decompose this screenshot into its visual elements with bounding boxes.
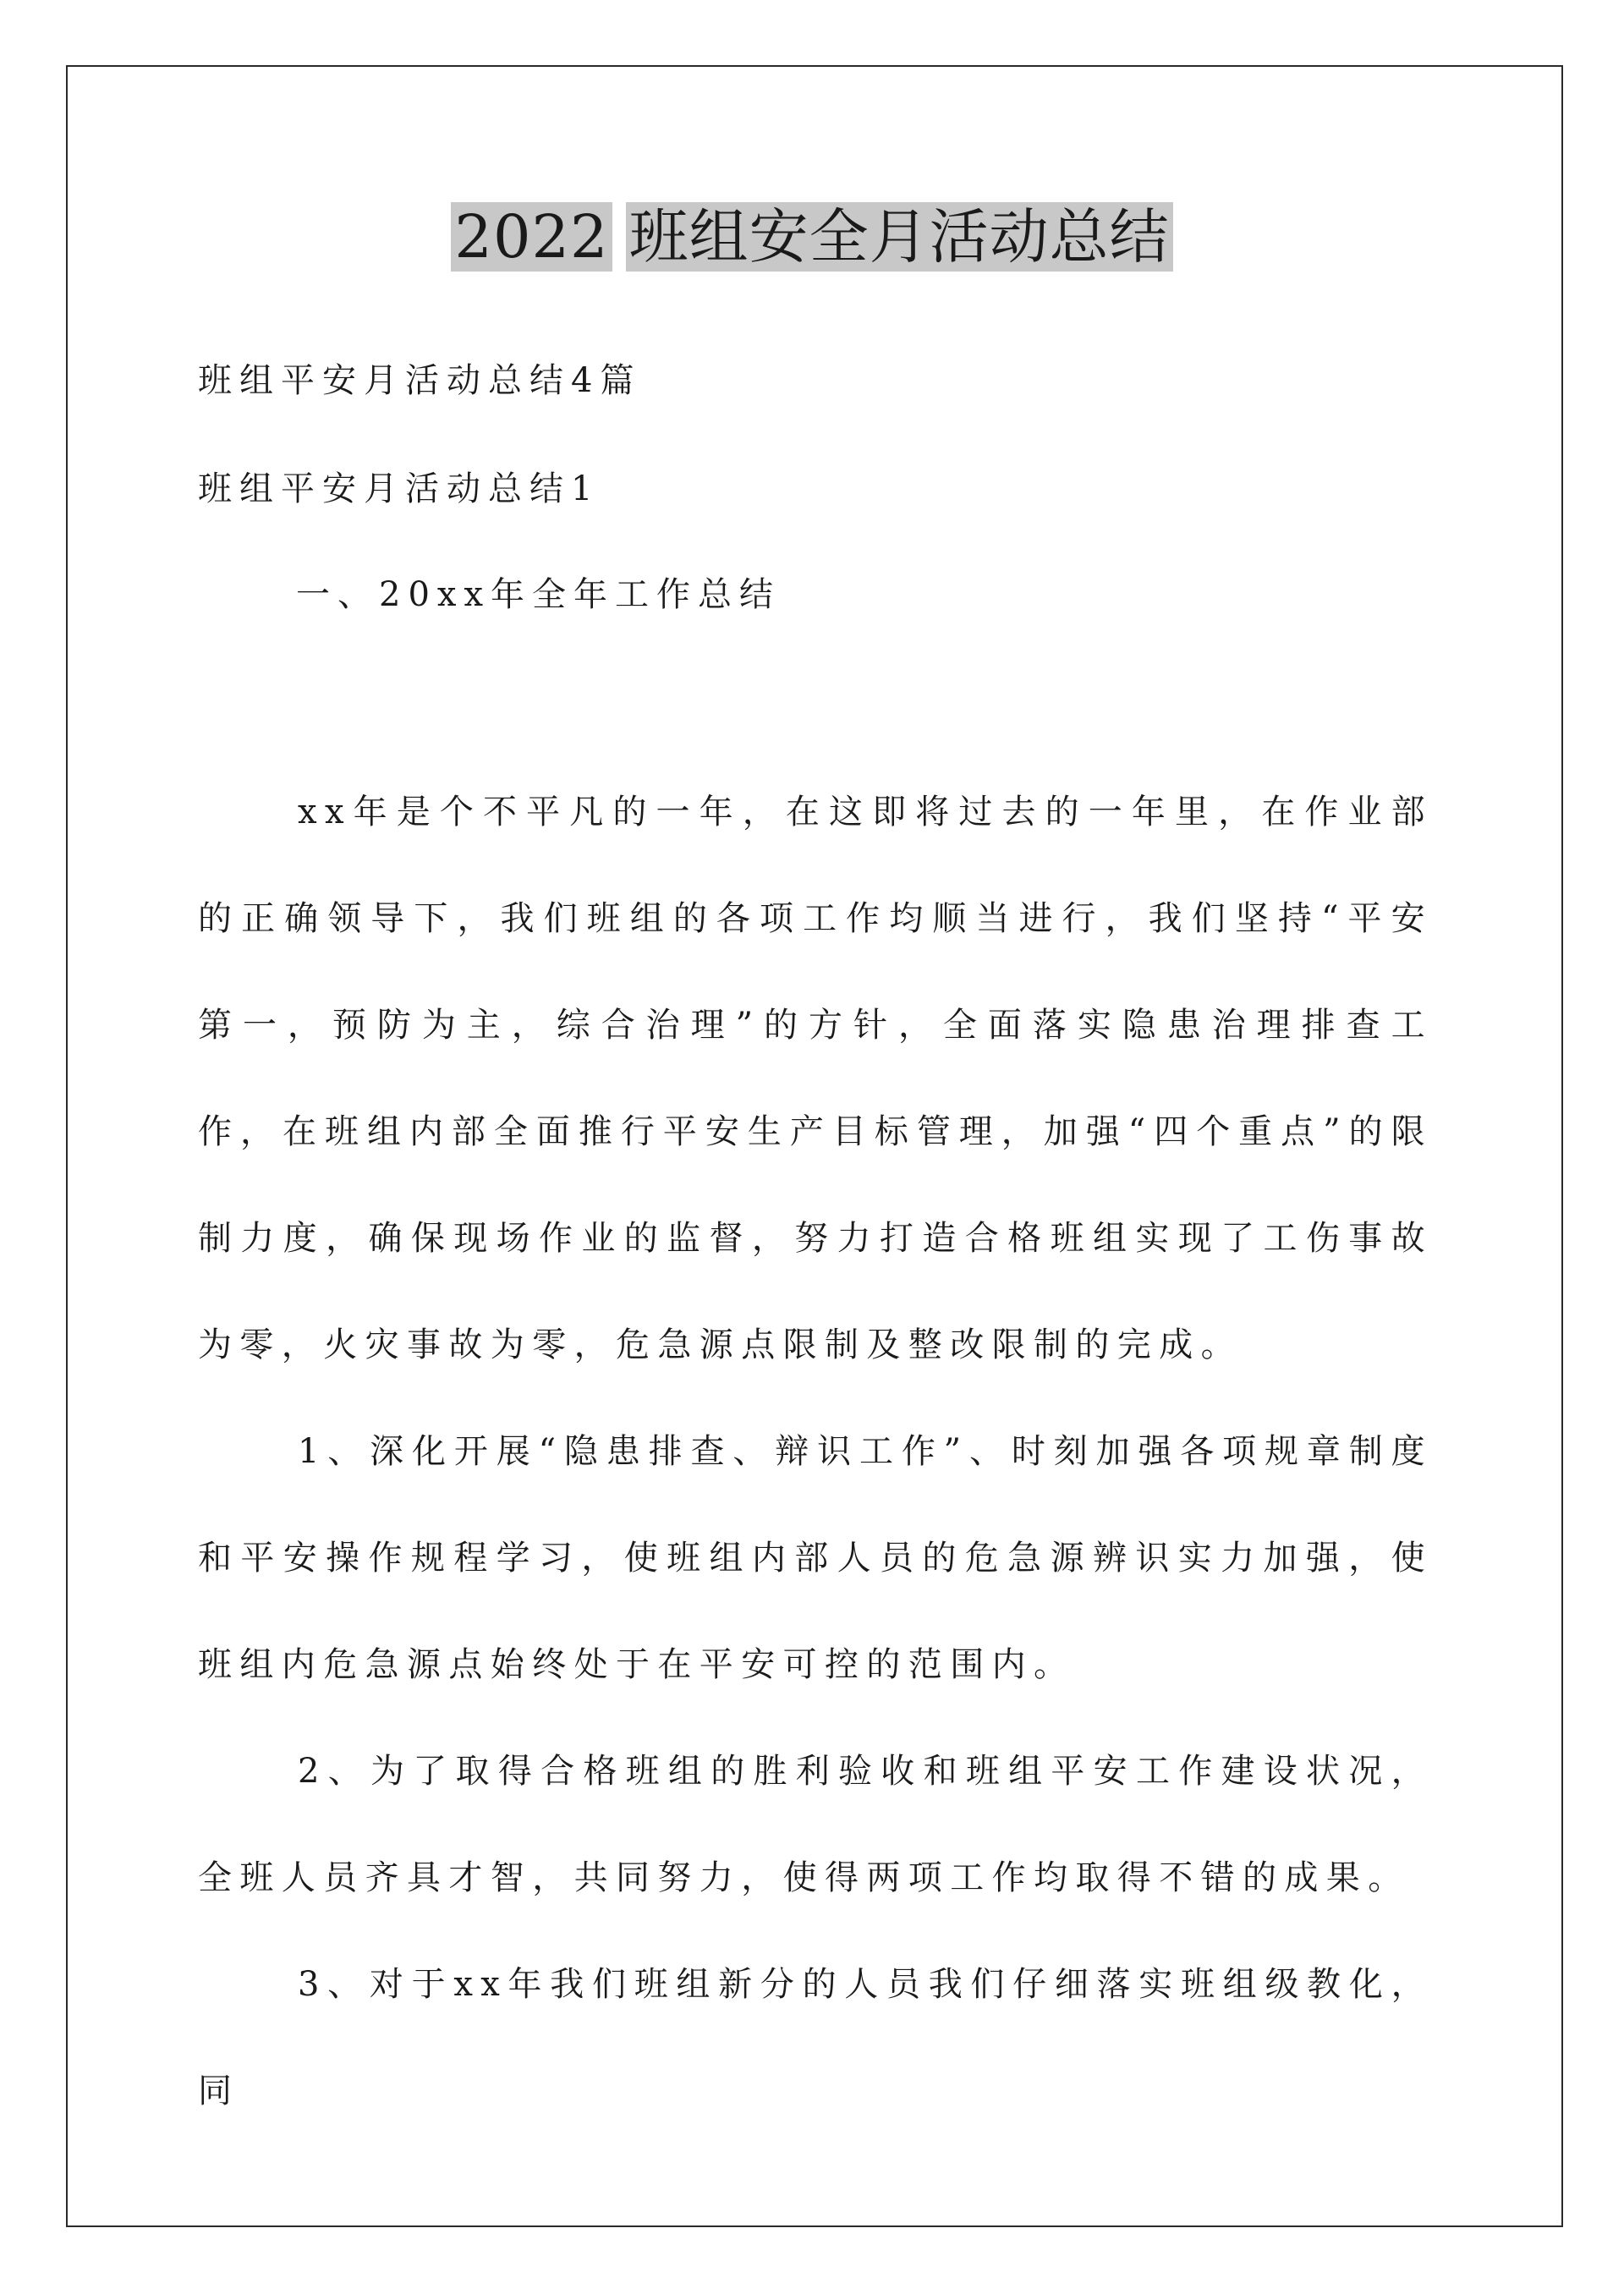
title-text: 班组安全月活动总结 <box>626 202 1173 272</box>
title-year: 2022 <box>451 202 612 272</box>
subsection-heading: 一、20xx年全年工作总结 <box>296 575 782 614</box>
body-paragraph-3: 2、为了取得合格班组的胜利验收和班组平安工作建设状况，全班人员齐具才智，共同努力，使得两项工作均取得不错的成果。 <box>198 1752 1433 1897</box>
body-paragraph-2: 1、深化开展“隐患排查、辩识工作”、时刻加强各项规章制度和平安操作规程学习，使班组内部人员的危急源辨识实力加强，使班组内危急源点始终处于在平安可控的范围内。 <box>198 1432 1433 1684</box>
body-paragraph-4: 3、对于xx年我们班组新分的人员我们仔细落实班组级教化，同 <box>198 1965 1433 2110</box>
section-heading: 班组平安月活动总结1 <box>198 469 601 508</box>
document-title <box>0 196 1624 277</box>
document-subtitle: 班组平安月活动总结4篇 <box>198 361 642 400</box>
body-paragraph-1: xx年是个不平凡的一年，在这即将过去的一年里，在作业部的正确领导下，我们班组的各项工作均顺当进行，我们坚持“平安第一，预防为主，综合治理”的方针，全面落实隐患治理排查工作，在班组内部全面推行平安生产目标管理，加强“四个重点”的限制力度，确保现场作业的监督，努力打造合格班组实现了工伤事故为零，火灾事故为零，危急源点限制及整改限制的完成。 <box>198 793 1433 1364</box>
